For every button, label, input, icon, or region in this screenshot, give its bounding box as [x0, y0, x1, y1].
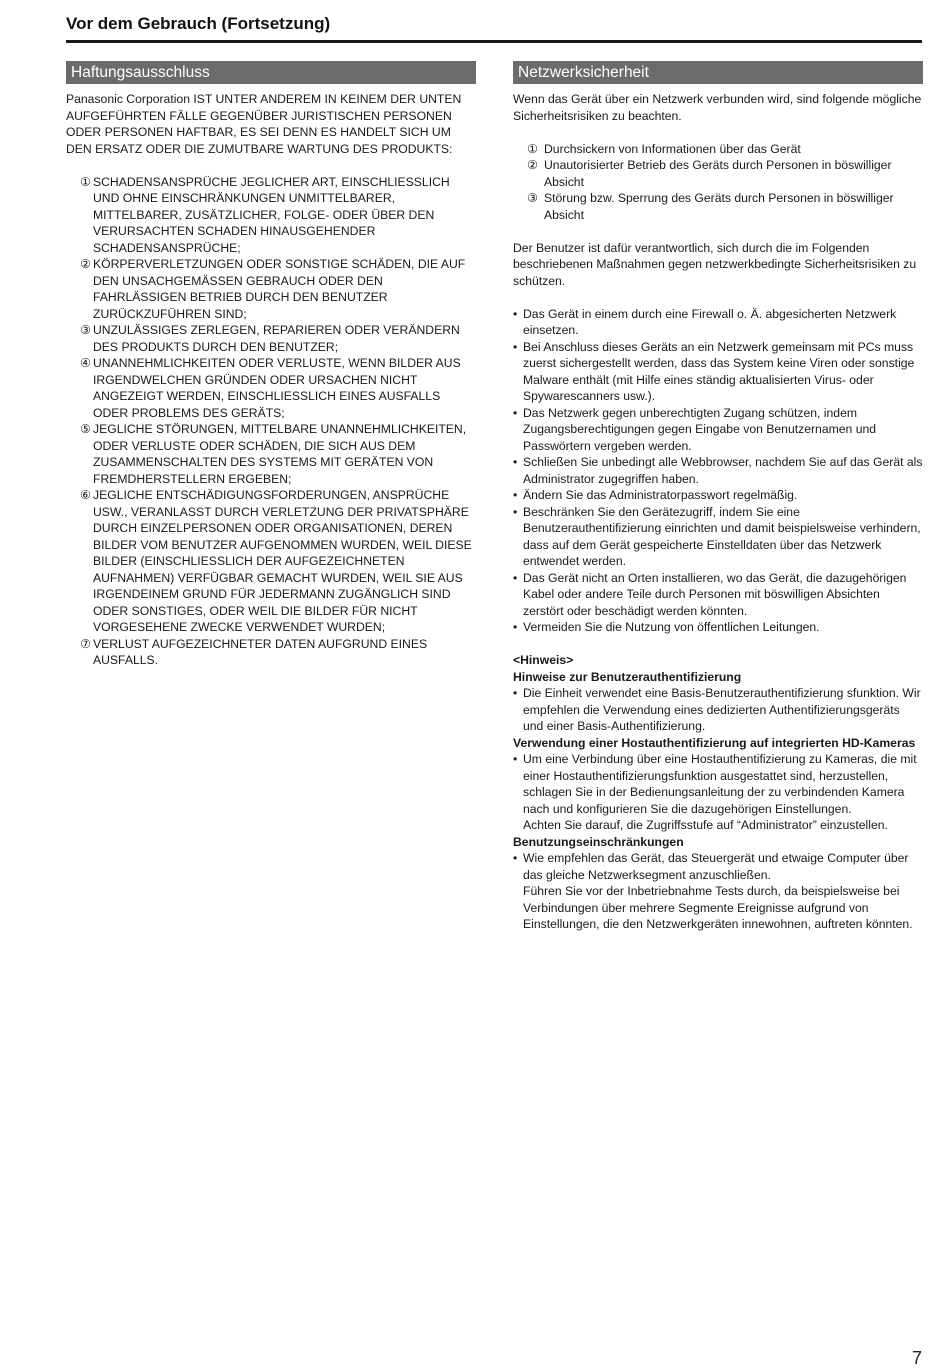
bullet-icon: •	[513, 752, 518, 766]
page-number: 7	[911, 1348, 922, 1368]
item-text: Beschränken Sie den Gerätezugriff, indem Sie eine Benutzerauthentifizierung einrichten und damit beispielsweise verhindern, dass auf dem Gerät gespeicherte Einstelldaten über das Netzwerk entwendet werden.	[523, 504, 921, 568]
item-number: ①	[80, 174, 91, 189]
item-number: ①	[527, 141, 538, 156]
item-text: Das Gerät in einem durch eine Firewall o. Ä. abgesicherten Netzwerk einsetzen.	[523, 306, 897, 337]
disclaimer-column	[66, 61, 476, 669]
item-text: Durchsickern von Informationen über das Gerät	[544, 141, 801, 156]
item-number: ⑤	[80, 422, 91, 436]
item-text: Um eine Verbindung über eine Hostauthentifizierung zu Kameras, die mit einer Hostauthentifizierungsfunktion ausgestattet sind, herzustellen, schlagen Sie in der Bedienungsanleitung der zu verbindenden Kamera nach und konfigurieren Sie die dazugehörigen Einstellungen.	[523, 752, 917, 816]
note-title-host-authentication: Verwendung einer Hostauthentifizierung auf integrierten HD-Kameras	[513, 735, 916, 750]
item-text: Vermeiden Sie die Nutzung von öffentlichen Leitungen.	[523, 620, 820, 634]
list-item	[80, 256, 476, 322]
list-item	[513, 504, 923, 570]
bullet-icon: •	[513, 339, 518, 354]
item-text: SCHADENSANSPRÜCHE JEGLICHER ART, EINSCHLIESSLICH UND OHNE EINSCHRÄNKUNGEN UNMITTELBARER, MITTELBARER, ZUSÄTZLICHER, FOLGE- ODER ÜBER DEN VERURSACHTEN SCHADEN HINAUSGEHENDER SCHADENSANSPRÜCHE;	[93, 174, 450, 255]
disclaimer-intro: Panasonic Corporation IST UNTER ANDEREM IN KEINEM DER UNTEN AUFGEFÜHRTEN FÄLLE GEGENÜBER JURISTISCHEN PERSONEN ODER PERSONEN HAFTBAR, ES SEI DENN ES HANDELT SICH UM DEN ERSATZ ODER DIE ZUMUTBARE WARTUNG DES PRODUKTS:	[66, 92, 462, 156]
list-item	[80, 355, 476, 421]
item-text: Wie empfehlen das Gerät, das Steuergerät und etwaige Computer über das gleiche Netzwerksegment anzuschließen.	[523, 851, 909, 882]
item-number: ⑦	[80, 636, 91, 651]
list-item	[513, 619, 923, 636]
bullet-icon: •	[513, 570, 518, 585]
list-item	[80, 174, 476, 257]
list-item	[527, 141, 923, 158]
item-number: ③	[80, 323, 91, 337]
item-text: VERLUST AUFGEZEICHNETER DATEN AUFGRUND EINES AUSFALLS.	[93, 636, 428, 667]
item-text: Ändern Sie das Administratorpasswort regelmäßig.	[523, 488, 798, 502]
network-security-column	[513, 61, 923, 933]
item-number: ③	[527, 191, 538, 205]
list-item	[80, 421, 476, 487]
note-host-authentication-continuation: Achten Sie darauf, die Zugriffsstufe auf “Administrator” einzustellen.	[523, 818, 888, 832]
bullet-icon: •	[513, 686, 518, 700]
responsibility-text: Der Benutzer ist dafür verantwortlich, sich durch die im Folgenden beschriebenen Maßnahmen gegen netzwerkbedingte Sicherheitsrisiken zu schützen.	[513, 240, 917, 288]
list-item	[513, 850, 923, 883]
list-item	[80, 636, 476, 669]
note-authentication-list	[513, 685, 923, 735]
notes-label: <Hinweis>	[513, 653, 574, 667]
page-title: Vor dem Gebrauch (Fortsetzung)	[66, 14, 331, 33]
item-number: ②	[80, 257, 91, 271]
bullet-icon: •	[513, 405, 518, 420]
item-text: KÖRPERVERLETZUNGEN ODER SONSTIGE SCHÄDEN, DIE AUF DEN UNSACHGEMÄSSEN GEBRAUCH ODER DEN FAHRLÄSSIGEN BETRIEB DURCH DEN BENUTZER ZURÜCKZUFÜHREN SIND;	[93, 257, 466, 321]
list-item	[80, 322, 476, 355]
note-host-authentication-list	[513, 751, 923, 817]
list-item	[527, 157, 923, 190]
list-item	[513, 405, 923, 455]
spacer	[513, 289, 923, 306]
list-item	[513, 306, 923, 339]
list-item	[527, 190, 923, 223]
item-text: Störung bzw. Sperrung des Geräts durch Personen in böswilliger Absicht	[544, 191, 894, 222]
note-title-authentication: Hinweise zur Benutzerauthentifizierung	[513, 669, 742, 684]
risk-list	[513, 141, 923, 224]
list-item	[80, 487, 476, 636]
bullet-icon: •	[513, 488, 518, 502]
spacer	[66, 157, 476, 174]
item-text: UNANNEHMLICHKEITEN ODER VERLUSTE, WENN BILDER AUS IRGENDWELCHEN GRÜNDEN ODER URSACHEN NICHT ANGEZEIGT WERDEN, EINSCHLIESSLICH EINES AUSFALLS ODER PROBLEMS DES GERÄTS;	[93, 356, 461, 420]
item-text: Schließen Sie unbedingt alle Webbrowser, nachdem Sie auf das Gerät als Administrator zugegriffen haben.	[523, 455, 923, 486]
list-item	[513, 751, 923, 817]
item-number: ⑥	[80, 488, 91, 502]
note-title-usage-restrictions: Benutzungseinschränkungen	[513, 834, 684, 849]
note-usage-restrictions-list	[513, 850, 923, 883]
network-intro: Wenn das Gerät über ein Netzwerk verbunden wird, sind folgende mögliche Sicherheitsrisiken zu beachten.	[513, 92, 922, 123]
item-text: Das Gerät nicht an Orten installieren, wo das Gerät, die dazugehörigen Kabel oder andere Teile durch Personen mit böswilligen Absichten zerstört oder beschädigt werden könnten.	[523, 570, 907, 618]
bullet-icon: •	[513, 504, 518, 519]
item-text: Das Netzwerk gegen unberechtigten Zugang schützen, indem Zugangsberechtigungen gegen Eingabe von Benutzernamen und Passwörtern vergeben werden.	[523, 405, 877, 453]
measures-list	[513, 306, 923, 636]
bullet-icon: •	[513, 455, 518, 469]
spacer	[513, 636, 923, 653]
bullet-icon: •	[513, 306, 518, 321]
note-usage-restrictions-continuation: Führen Sie vor der Inbetriebnahme Tests durch, da beispielsweise bei Verbindungen über mehrere Segmente Ereignisse aufgrund von Einstellungen, die den Netzwerkgeräten innewohnen, auftreten könnten.	[523, 884, 913, 931]
list-item	[513, 685, 923, 735]
list-item	[513, 339, 923, 405]
item-text: Die Einheit verwendet eine Basis-Benutzerauthentifizierung sfunktion. Wir empfehlen die Verwendung eines dedizierten Authentifizierungsgeräts und einer Basis-Authentifizierung.	[523, 686, 921, 733]
list-item	[513, 570, 923, 620]
title-divider	[66, 40, 922, 43]
item-number: ④	[80, 356, 91, 370]
spacer	[513, 223, 923, 240]
list-item	[513, 454, 923, 487]
disclaimer-heading: Haftungsausschluss	[66, 61, 476, 84]
item-text: Bei Anschluss dieses Geräts an ein Netzwerk gemeinsam mit PCs muss zuerst sichergestellt werden, dass das System keine Viren oder sonstige Malware enthält (mit Hilfe eines ständig aktualisierten Virus- oder Spywarescanners usw.).	[523, 339, 915, 403]
item-text: UNZULÄSSIGES ZERLEGEN, REPARIEREN ODER VERÄNDERN DES PRODUKTS DURCH DEN BENUTZER;	[93, 323, 460, 354]
bullet-icon: •	[513, 620, 518, 634]
disclaimer-list	[66, 174, 476, 669]
item-text: JEGLICHE STÖRUNGEN, MITTELBARE UNANNEHMLICHKEITEN, ODER VERLUSTE ODER SCHÄDEN, DIE SICH AUS DEM ZUSAMMENSCHALTEN DES SYSTEMS MIT GERÄTEN VON FREMDHERSTELLERN ERGEBEN;	[93, 422, 467, 486]
item-text: JEGLICHE ENTSCHÄDIGUNGSFORDERUNGEN, ANSPRÜCHE USW., VERANLASST DURCH VERLETZUNG DER PRIVATSPHÄRE DURCH EINZELPERSONEN ODER ORGANISATIONEN, DEREN BILDER VOM BENUTZER AUFGENOMMEN WURDEN, WEIL DIESE BILDER (EINSCHLIESSLICH DER AUFGEZEICHNETEN AUFNAHMEN) VERFÜGBAR GEMACHT WURDEN, WEIL SIE AUS IRGENDEINEM GRUND FÜR JEDERMANN ZUGÄNGLICH SIND ODER SONSTIGES, ODER WEIL DIE BILDER FÜR NICHT VORGESEHENE ZWECKE VERWENDET WURDEN;	[93, 488, 472, 634]
network-security-heading: Netzwerksicherheit	[513, 61, 923, 84]
spacer	[513, 124, 923, 141]
list-item	[513, 487, 923, 504]
bullet-icon: •	[513, 851, 518, 865]
item-text: Unautorisierter Betrieb des Geräts durch Personen in böswilliger Absicht	[544, 158, 892, 189]
item-number: ②	[527, 158, 538, 172]
